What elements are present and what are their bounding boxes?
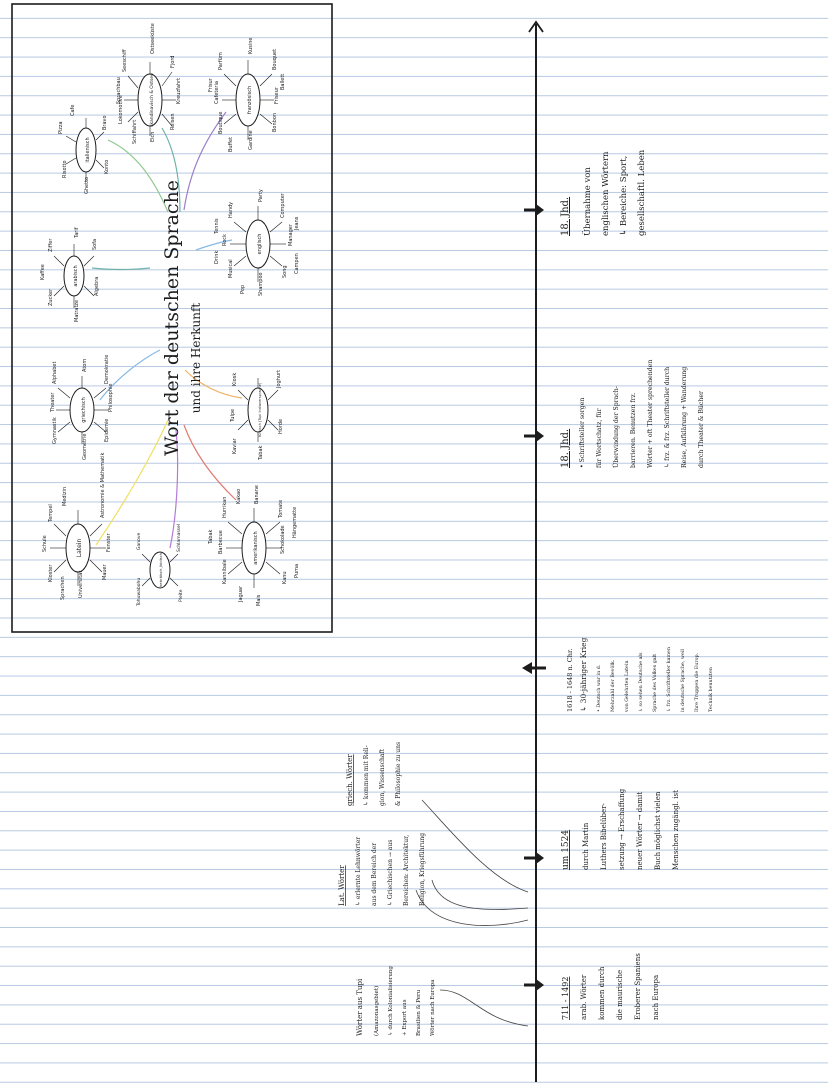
event-4-line-2: setzung → Erschaffung — [618, 788, 626, 870]
event-4-line-5: Menschen zugängl. ist — [672, 790, 680, 870]
word-arabisch-3: Algebra — [94, 276, 100, 296]
node-englisch — [214, 189, 300, 296]
note-lat-line-4: Religion, Kriegsführung — [419, 832, 426, 906]
word-griechisch-3: Theater — [50, 392, 56, 412]
word-franzoesisch-3: Friseur — [274, 87, 280, 104]
event-2-line-2: Überwindung der Sprach- — [613, 386, 620, 468]
word-hebraeisch-0: Ganove — [137, 532, 142, 550]
event-5-date: 711 - 1492 — [561, 976, 570, 1020]
connector-arabisch-left — [92, 268, 150, 270]
word-italienisch-0: Pizza — [58, 121, 64, 134]
note-griech — [346, 742, 402, 806]
note-griech-line-2: & Philosophie zu uns — [395, 741, 402, 806]
word-hebraeisch-2: Tohuwabohu — [137, 577, 142, 606]
event-1-line-2: ↳ Bereiche: Sport, — [619, 155, 629, 236]
event-5-line-4: nach Europa — [652, 974, 660, 1020]
word-arabisch-2: Sofa — [92, 238, 98, 250]
word-amerikanisch-7: Jaguar — [238, 585, 244, 602]
word-englisch-5: Musical — [228, 259, 234, 278]
event-2-line-4: Wörter + oft Theater sprechenden — [647, 359, 654, 468]
note-tupi-line-4: Wörter nach Europa — [430, 979, 436, 1036]
note-griech-line-0: ↳ kommen mit Reli- — [363, 745, 370, 806]
note-tupi-heading: Wörter aus Tupi — [356, 978, 364, 1036]
word-amerikanisch-12: Puma — [294, 563, 300, 578]
word-hebraeisch-3: Pleite — [179, 589, 184, 602]
note-tupi-line-0: (Amazonasgebiet) — [374, 985, 380, 1036]
word-englisch-3: Manager — [288, 224, 294, 246]
connector-amerikanisch — [184, 425, 236, 500]
word-latein-0: Medizin — [62, 486, 68, 506]
word-skandinavisch-6: Schiffahrt — [132, 119, 138, 144]
node-arabisch-label: arabisch — [73, 265, 79, 287]
word-skandinavisch-7: Elch — [150, 131, 156, 142]
node-skandinavisch — [116, 23, 182, 144]
word-italienisch-4: Ghetto — [84, 176, 90, 194]
word-englisch-4: Rock — [222, 234, 228, 246]
word-griechisch-4: Gymnastik — [52, 417, 58, 444]
word-arabisch-6: Kaffee — [40, 264, 46, 280]
event-3-line-5: Sprache des Volkes galt — [653, 653, 658, 712]
word-englisch-9: Tennis — [214, 218, 220, 234]
event-1-date: 18. Jhd. — [560, 196, 571, 236]
node-arabisch — [40, 227, 100, 322]
word-franzoesisch-0: Kusine — [248, 37, 254, 54]
event-3-line-7: in deutsche Sprache, weil — [681, 649, 686, 712]
note-griech-line-1: gion, Wissenschaft — [379, 748, 386, 806]
word-englisch-1: Handy — [228, 201, 234, 218]
mindmap-title-group — [161, 180, 203, 456]
word-englisch-2: Computer — [280, 193, 286, 218]
word-franzoesisch-6: Buffet — [228, 136, 234, 152]
word-franzoesisch-8: Bonbon — [272, 112, 278, 132]
node-hebraeisch-label: hebräisch Jiddisch — [158, 552, 163, 588]
event-2-line-1: für Wortschatz, für — [596, 408, 603, 468]
word-tuerkisch-2: Tulpe — [230, 408, 236, 422]
word-skandinavisch-1: Fjord — [170, 55, 176, 68]
event-2 — [560, 360, 705, 468]
connector-italienisch — [108, 140, 168, 212]
node-amerikanisch — [208, 485, 300, 606]
word-englisch-8: Jeans — [294, 216, 300, 230]
word-griechisch-1: Demokratie — [104, 354, 110, 384]
word-latein-5: Schule — [42, 535, 48, 552]
event-3 — [566, 637, 714, 713]
word-skandinavisch-8: Reisen — [170, 113, 176, 130]
word-arabisch-1: Tarif — [74, 227, 80, 238]
word-tuerkisch-3: Horde — [278, 418, 284, 434]
note-tupi-line-2: + Export aus — [402, 999, 408, 1036]
event-5-line-2: die maurische — [616, 969, 624, 1020]
event-5-line-0: arab. Wörter — [580, 974, 588, 1020]
node-amerikanisch-label: amerikanisch — [253, 531, 259, 565]
event-5 — [561, 953, 660, 1020]
word-amerikanisch-0: Kakao — [236, 488, 242, 504]
note-lat-line-3: Bereichen: Architektur, — [403, 834, 410, 906]
word-franzoesisch-1: Parfüm — [218, 52, 224, 70]
event-4-line-0: durch Martin — [582, 822, 590, 870]
event-3-line-2: Mehrzahl der Bevölk. — [611, 659, 616, 712]
word-latein-8: Sprachen — [60, 576, 66, 600]
word-franzoesisch-7: Gardine — [248, 130, 254, 150]
event-3-line-4: ↳ so sehen Deutsche als — [639, 652, 644, 712]
event-5-line-1: kommen durch — [598, 966, 606, 1020]
word-franzoesisch-2: Bouquet — [272, 48, 278, 70]
event-1-line-1: englischen Wörtern — [601, 151, 611, 236]
event-4-line-1: Luthers Bibelüber- — [600, 803, 608, 870]
event-3-line-6: ↳ frz. Schriftsteller kamen — [667, 647, 672, 712]
tick-3 — [522, 662, 546, 674]
node-hebraeisch — [136, 524, 184, 607]
word-tuerkisch-4: Kaviar — [232, 438, 238, 454]
word-italienisch-2: Bravo — [102, 115, 108, 130]
event-2-line-5: ↳ frz. & frz. Schriftsteller durch — [664, 366, 671, 468]
word-griechisch-0: Alphabet — [52, 361, 58, 384]
word-griechisch-7: Geometrie — [82, 433, 88, 460]
word-latein-7: Universität — [78, 570, 84, 598]
word-englisch-6: Shampoo — [258, 272, 264, 296]
event-2-line-6: Reise, Aufklärung + Wanderung — [681, 366, 688, 468]
event-4-date: um 1524 — [561, 829, 571, 870]
node-griechisch — [50, 355, 114, 460]
tick-5 — [524, 979, 544, 991]
mindmap-subtitle: und ihre Herkunft — [189, 302, 203, 414]
word-amerikanisch-4: Schokolade — [280, 525, 286, 554]
node-latein-label: Latein — [76, 538, 83, 558]
note-tupi-line-3: Brasilien & Peru — [416, 989, 422, 1036]
note-connector-tupi — [440, 990, 528, 1026]
event-2-line-0: • Schriftsteller sorgen — [579, 397, 586, 468]
tick-2 — [524, 430, 544, 442]
node-englisch-label: englisch — [257, 233, 263, 255]
word-franzoesisch-10: Frisur — [208, 78, 214, 92]
word-griechisch-6: Atom — [82, 358, 88, 372]
note-lat-heading: Lat. Wörter — [338, 865, 346, 906]
event-3-date: 1618 - 1648 n. Chr. — [566, 648, 574, 712]
note-connector-lat — [432, 880, 528, 910]
word-englisch-7: Song — [282, 265, 288, 278]
word-skandinavisch-4: Lokomotive — [118, 95, 124, 124]
word-amerikanisch-9: Barbecue — [218, 530, 224, 554]
word-griechisch-2: Philosophie — [108, 383, 114, 412]
note-connector-griech — [422, 800, 528, 892]
event-4 — [561, 788, 680, 870]
timeline — [338, 22, 714, 1082]
word-tuerkisch-5: Tabak — [258, 445, 264, 460]
word-tuerkisch-0: Kiosk — [232, 372, 238, 386]
event-3-line-8: Ihre Truppen die Europ. — [695, 652, 700, 712]
word-skandinavisch-5: Sprachbau — [116, 77, 122, 104]
node-franzoesisch — [208, 38, 286, 152]
word-arabisch-4: Matratze — [74, 299, 80, 322]
word-arabisch-0: Ziffer — [48, 238, 54, 252]
word-amerikanisch-8: Kannibale — [222, 559, 228, 584]
word-italienisch-1: Cafe — [70, 104, 76, 116]
word-italienisch-5: Risotto — [62, 160, 68, 178]
word-skandinavisch-0: Ostseeküste — [150, 23, 156, 54]
word-latein-6: Tempel — [48, 504, 54, 522]
event-1 — [560, 149, 647, 236]
word-englisch-12: Drink — [214, 250, 220, 264]
note-lat — [338, 833, 426, 906]
word-tuerkisch-1: Joghurt — [276, 369, 282, 388]
event-2-line-3: barrieren. Benutzen frz. — [630, 392, 637, 468]
event-4-line-4: Buch möglichst vielen — [654, 791, 662, 870]
node-franzoesisch-label: französisch — [247, 85, 253, 115]
word-amerikanisch-5: Kanu — [282, 571, 288, 584]
word-griechisch-5: Epidemie — [104, 418, 110, 442]
word-amerikanisch-11: Tabak — [208, 529, 214, 544]
word-franzoesisch-9: Ballett — [280, 73, 286, 90]
event-3-line-3: von Gelehrten Latein — [625, 660, 630, 712]
word-latein-4: Kloster — [48, 564, 54, 582]
word-italienisch-3: Konto — [104, 159, 110, 174]
word-englisch-11: Campen — [294, 253, 300, 274]
mindmap-panel — [12, 4, 332, 632]
word-englisch-10: Pop — [240, 284, 246, 294]
event-3-line-0: ↳ 30-jähriger Krieg — [579, 637, 588, 712]
note-lat-line-1: aus dem Bereich der — [371, 842, 378, 906]
word-englisch-0: Party — [258, 189, 264, 202]
note-lat-line-0: ↳ erlernte Lehnwörter — [355, 836, 362, 906]
word-amerikanisch-1: Banane — [254, 485, 260, 504]
node-griechisch-label: griechisch — [81, 397, 87, 423]
event-4-line-3: neuer Wörter → damit — [636, 791, 644, 870]
word-amerikanisch-6: Mais — [256, 594, 262, 606]
node-italienisch-label: italienisch — [85, 137, 91, 163]
note-tupi — [356, 966, 436, 1036]
word-amerikanisch-2: Tomate — [278, 499, 284, 518]
note-griech-heading: griech. Wörter — [346, 754, 354, 806]
note-tupi-line-1: ↳ durch Kolonialisierung — [388, 966, 394, 1036]
event-3-line-1: • Deutsch war in d. — [597, 664, 602, 712]
event-1-line-3: gesellschaftl. Leben — [637, 149, 647, 236]
word-amerikanisch-10: Hurrikan — [222, 496, 228, 518]
event-1-line-0: Übernahme von — [583, 167, 593, 236]
tick-4 — [524, 852, 544, 864]
mindmap-title: Wort der deutschen Sprache — [161, 179, 183, 457]
note-lat-line-2: ↳ Griechischen → aus — [387, 839, 394, 906]
node-italienisch — [58, 105, 110, 194]
event-3-line-9: Technik benutzten — [709, 667, 714, 712]
node-skandinavisch-label: skandinavisch & Ostsee — [150, 73, 155, 127]
node-tuerkisch — [230, 370, 284, 461]
word-latein-3: Mauer — [102, 564, 108, 580]
node-latein — [42, 453, 112, 601]
event-5-line-3: Eroberer Spaniens — [634, 953, 642, 1020]
word-latein-2: Fenster — [106, 533, 112, 552]
word-amerikanisch-3: Hängematte — [292, 506, 298, 538]
word-hebraeisch-1: Schlamassel — [177, 523, 182, 552]
word-latein-1: Astronomie & Mathematik — [100, 452, 106, 518]
node-tuerkisch-label: türkisch (Tupi Indianersprache) — [258, 382, 262, 438]
word-franzoesisch-5: Boutique — [218, 111, 224, 134]
tick-1 — [524, 204, 544, 216]
word-arabisch-5: Zucker — [48, 288, 54, 306]
event-2-date: 18. Jhd. — [560, 428, 571, 468]
word-franzoesisch-4: Cafeteria — [214, 81, 220, 104]
word-skandinavisch-3: Kreuzfahrt — [176, 77, 182, 104]
word-skandinavisch-2: Seeschiff — [122, 49, 128, 72]
event-2-line-7: durch Theater & Bücher — [698, 391, 705, 468]
